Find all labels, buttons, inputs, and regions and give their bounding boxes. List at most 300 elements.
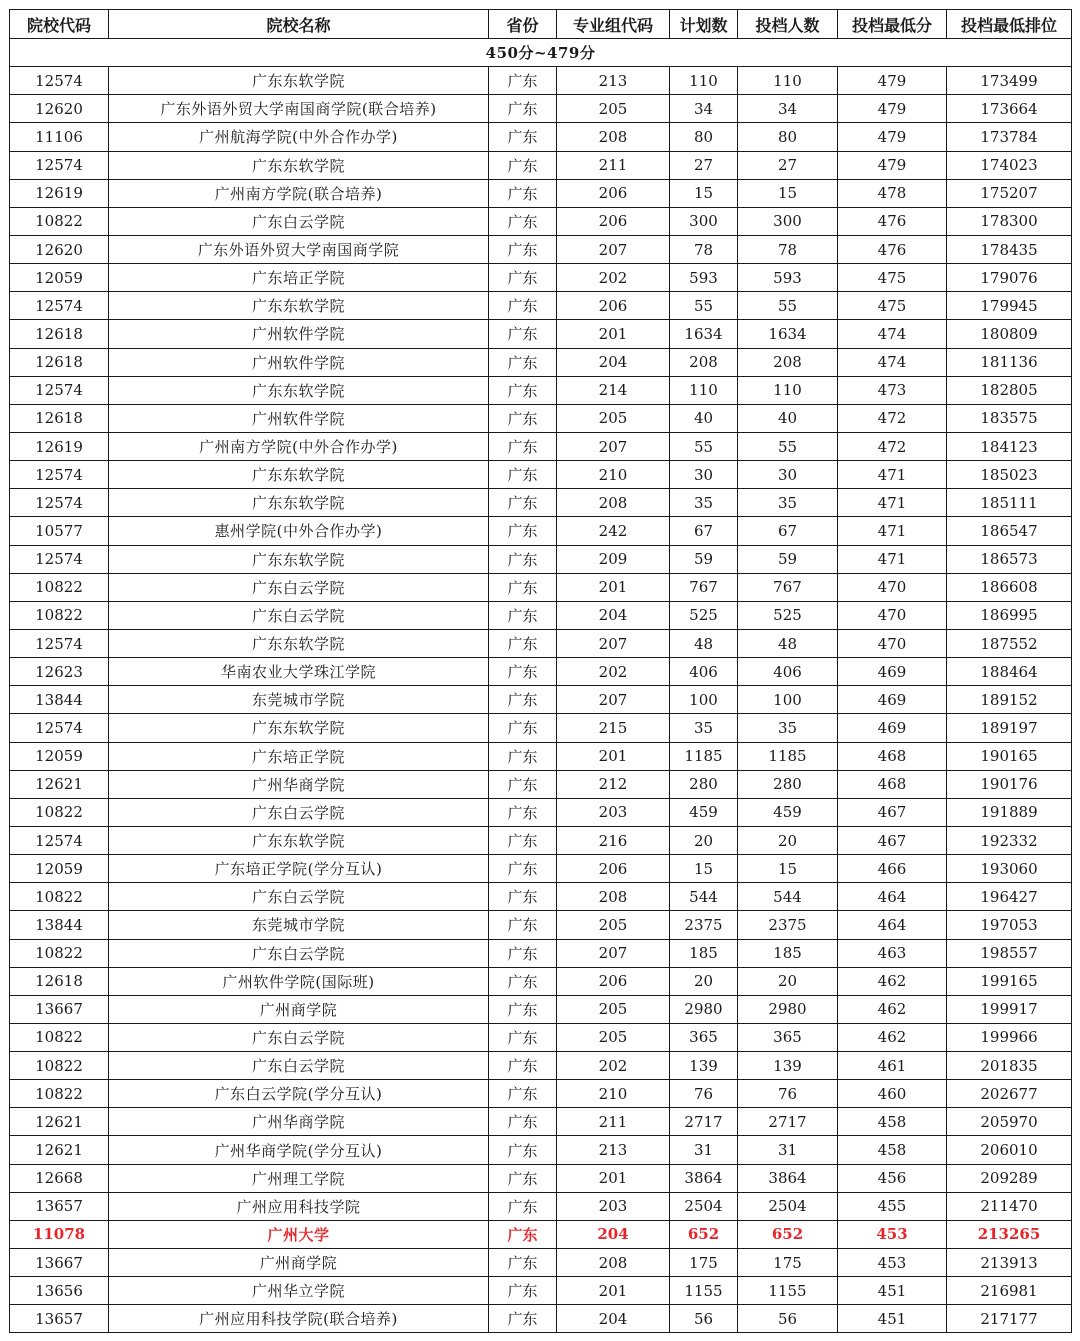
cell-min-score: 479 xyxy=(838,95,947,123)
cell-school-code: 12618 xyxy=(10,320,109,348)
cell-admitted-count: 280 xyxy=(738,770,838,798)
cell-plan-count: 110 xyxy=(670,67,738,95)
cell-school-code: 12621 xyxy=(10,1136,109,1164)
cell-province: 广东 xyxy=(489,151,557,179)
cell-school-code: 12618 xyxy=(10,348,109,376)
table-row xyxy=(10,967,1072,995)
cell-admitted-count: 2980 xyxy=(738,995,838,1023)
cell-plan-count: 76 xyxy=(670,1080,738,1108)
cell-group-code: 206 xyxy=(557,179,670,207)
table-row xyxy=(10,67,1072,95)
table-row xyxy=(10,95,1072,123)
cell-school-name: 广东东软学院 xyxy=(109,826,489,854)
cell-school-name: 惠州学院(中外合作办学) xyxy=(109,517,489,545)
header-school-code: 院校代码 xyxy=(10,10,109,39)
cell-school-name: 广东培正学院 xyxy=(109,264,489,292)
cell-group-code: 204 xyxy=(557,1220,670,1248)
cell-school-name: 广东白云学院 xyxy=(109,207,489,235)
cell-group-code: 207 xyxy=(557,432,670,460)
cell-min-rank: 173499 xyxy=(947,67,1072,95)
cell-admitted-count: 20 xyxy=(738,967,838,995)
cell-min-rank: 193060 xyxy=(947,855,1072,883)
cell-school-name: 广东外语外贸大学南国商学院(联合培养) xyxy=(109,95,489,123)
cell-admitted-count: 1185 xyxy=(738,742,838,770)
cell-min-rank: 216981 xyxy=(947,1277,1072,1305)
cell-min-score: 471 xyxy=(838,517,947,545)
cell-school-code: 10822 xyxy=(10,1080,109,1108)
cell-school-name: 东莞城市学院 xyxy=(109,911,489,939)
cell-group-code: 214 xyxy=(557,376,670,404)
cell-province: 广东 xyxy=(489,1220,557,1248)
cell-plan-count: 300 xyxy=(670,207,738,235)
cell-min-rank: 191889 xyxy=(947,798,1072,826)
cell-min-score: 469 xyxy=(838,714,947,742)
cell-province: 广东 xyxy=(489,179,557,207)
cell-province: 广东 xyxy=(489,742,557,770)
table-row xyxy=(10,292,1072,320)
cell-province: 广东 xyxy=(489,658,557,686)
cell-min-score: 468 xyxy=(838,770,947,798)
cell-min-rank: 192332 xyxy=(947,826,1072,854)
cell-school-code: 12574 xyxy=(10,826,109,854)
cell-group-code: 204 xyxy=(557,1305,670,1333)
table-row xyxy=(10,1052,1072,1080)
cell-plan-count: 67 xyxy=(670,517,738,545)
cell-min-score: 478 xyxy=(838,179,947,207)
cell-province: 广东 xyxy=(489,348,557,376)
cell-school-name: 广州大学 xyxy=(109,1220,489,1248)
cell-school-name: 广东东软学院 xyxy=(109,489,489,517)
cell-min-score: 475 xyxy=(838,292,947,320)
cell-min-score: 453 xyxy=(838,1220,947,1248)
cell-school-code: 13844 xyxy=(10,686,109,714)
cell-school-name: 广东白云学院 xyxy=(109,1052,489,1080)
cell-min-score: 451 xyxy=(838,1277,947,1305)
cell-province: 广东 xyxy=(489,235,557,263)
cell-school-name: 广州华商学院 xyxy=(109,770,489,798)
cell-min-score: 463 xyxy=(838,939,947,967)
cell-min-score: 476 xyxy=(838,235,947,263)
cell-plan-count: 2375 xyxy=(670,911,738,939)
table-row xyxy=(10,123,1072,151)
table-row xyxy=(10,461,1072,489)
cell-province: 广东 xyxy=(489,629,557,657)
cell-school-code: 13667 xyxy=(10,1249,109,1277)
cell-school-code: 13844 xyxy=(10,911,109,939)
cell-province: 广东 xyxy=(489,404,557,432)
cell-plan-count: 27 xyxy=(670,151,738,179)
table-row xyxy=(10,151,1072,179)
table-row xyxy=(10,432,1072,460)
cell-school-name: 广州软件学院 xyxy=(109,320,489,348)
cell-school-name: 广州南方学院(联合培养) xyxy=(109,179,489,207)
cell-school-name: 广州理工学院 xyxy=(109,1164,489,1192)
cell-school-code: 10822 xyxy=(10,798,109,826)
cell-school-name: 广州应用科技学院 xyxy=(109,1192,489,1220)
cell-min-score: 462 xyxy=(838,967,947,995)
cell-admitted-count: 185 xyxy=(738,939,838,967)
cell-admitted-count: 59 xyxy=(738,545,838,573)
cell-school-code: 12574 xyxy=(10,461,109,489)
cell-school-name: 广东白云学院 xyxy=(109,798,489,826)
cell-plan-count: 15 xyxy=(670,855,738,883)
cell-school-code: 12621 xyxy=(10,770,109,798)
cell-school-name: 广州软件学院 xyxy=(109,348,489,376)
cell-group-code: 205 xyxy=(557,404,670,432)
cell-school-name: 广东东软学院 xyxy=(109,292,489,320)
cell-school-name: 广州应用科技学院(联合培养) xyxy=(109,1305,489,1333)
cell-admitted-count: 1155 xyxy=(738,1277,838,1305)
cell-province: 广东 xyxy=(489,1080,557,1108)
cell-group-code: 208 xyxy=(557,1249,670,1277)
table-row xyxy=(10,1023,1072,1051)
cell-min-score: 466 xyxy=(838,855,947,883)
cell-province: 广东 xyxy=(489,1164,557,1192)
cell-province: 广东 xyxy=(489,883,557,911)
cell-admitted-count: 652 xyxy=(738,1220,838,1248)
cell-admitted-count: 27 xyxy=(738,151,838,179)
cell-province: 广东 xyxy=(489,67,557,95)
cell-plan-count: 2980 xyxy=(670,995,738,1023)
cell-min-score: 468 xyxy=(838,742,947,770)
cell-min-score: 472 xyxy=(838,432,947,460)
cell-school-code: 13657 xyxy=(10,1305,109,1333)
cell-min-score: 469 xyxy=(838,686,947,714)
cell-min-rank: 199917 xyxy=(947,995,1072,1023)
cell-admitted-count: 55 xyxy=(738,292,838,320)
cell-min-rank: 181136 xyxy=(947,348,1072,376)
cell-min-score: 471 xyxy=(838,461,947,489)
table-row xyxy=(10,714,1072,742)
cell-school-code: 11078 xyxy=(10,1220,109,1248)
cell-province: 广东 xyxy=(489,292,557,320)
table-row-highlighted xyxy=(10,1220,1072,1248)
cell-province: 广东 xyxy=(489,714,557,742)
cell-plan-count: 34 xyxy=(670,95,738,123)
table-row xyxy=(10,686,1072,714)
cell-min-score: 451 xyxy=(838,1305,947,1333)
cell-province: 广东 xyxy=(489,264,557,292)
table-row xyxy=(10,601,1072,629)
table-row xyxy=(10,264,1072,292)
cell-min-score: 470 xyxy=(838,601,947,629)
cell-plan-count: 20 xyxy=(670,826,738,854)
cell-plan-count: 30 xyxy=(670,461,738,489)
cell-group-code: 206 xyxy=(557,292,670,320)
cell-plan-count: 459 xyxy=(670,798,738,826)
table-row xyxy=(10,404,1072,432)
cell-group-code: 207 xyxy=(557,235,670,263)
cell-group-code: 208 xyxy=(557,123,670,151)
cell-group-code: 213 xyxy=(557,67,670,95)
cell-min-score: 462 xyxy=(838,995,947,1023)
cell-min-score: 476 xyxy=(838,207,947,235)
table-row xyxy=(10,1108,1072,1136)
cell-admitted-count: 300 xyxy=(738,207,838,235)
cell-admitted-count: 55 xyxy=(738,432,838,460)
cell-school-name: 广东白云学院(学分互认) xyxy=(109,1080,489,1108)
cell-school-code: 12059 xyxy=(10,264,109,292)
cell-group-code: 207 xyxy=(557,686,670,714)
cell-admitted-count: 78 xyxy=(738,235,838,263)
cell-plan-count: 80 xyxy=(670,123,738,151)
table-row xyxy=(10,545,1072,573)
cell-province: 广东 xyxy=(489,967,557,995)
cell-school-name: 广州软件学院 xyxy=(109,404,489,432)
cell-admitted-count: 139 xyxy=(738,1052,838,1080)
cell-school-name: 广东白云学院 xyxy=(109,601,489,629)
cell-min-rank: 187552 xyxy=(947,629,1072,657)
cell-school-code: 10822 xyxy=(10,1023,109,1051)
cell-plan-count: 365 xyxy=(670,1023,738,1051)
cell-min-rank: 175207 xyxy=(947,179,1072,207)
cell-province: 广东 xyxy=(489,855,557,883)
cell-plan-count: 544 xyxy=(670,883,738,911)
cell-school-name: 广东东软学院 xyxy=(109,629,489,657)
cell-school-code: 12574 xyxy=(10,376,109,404)
cell-plan-count: 1634 xyxy=(670,320,738,348)
cell-province: 广东 xyxy=(489,432,557,460)
table-row xyxy=(10,939,1072,967)
cell-plan-count: 55 xyxy=(670,432,738,460)
cell-min-score: 479 xyxy=(838,151,947,179)
cell-min-rank: 173784 xyxy=(947,123,1072,151)
cell-school-name: 广州南方学院(中外合作办学) xyxy=(109,432,489,460)
cell-group-code: 209 xyxy=(557,545,670,573)
cell-min-score: 456 xyxy=(838,1164,947,1192)
score-band-row xyxy=(10,39,1072,67)
cell-min-rank: 209289 xyxy=(947,1164,1072,1192)
cell-group-code: 216 xyxy=(557,826,670,854)
cell-min-score: 471 xyxy=(838,545,947,573)
cell-group-code: 203 xyxy=(557,1192,670,1220)
cell-school-name: 广州商学院 xyxy=(109,995,489,1023)
cell-school-code: 12574 xyxy=(10,545,109,573)
cell-min-score: 473 xyxy=(838,376,947,404)
cell-group-code: 210 xyxy=(557,1080,670,1108)
cell-admitted-count: 48 xyxy=(738,629,838,657)
cell-group-code: 206 xyxy=(557,967,670,995)
cell-min-rank: 182805 xyxy=(947,376,1072,404)
cell-school-name: 广州华商学院 xyxy=(109,1108,489,1136)
cell-province: 广东 xyxy=(489,461,557,489)
cell-admitted-count: 56 xyxy=(738,1305,838,1333)
cell-province: 广东 xyxy=(489,601,557,629)
cell-min-rank: 213913 xyxy=(947,1249,1072,1277)
table-row xyxy=(10,1192,1072,1220)
cell-plan-count: 56 xyxy=(670,1305,738,1333)
cell-school-code: 12619 xyxy=(10,432,109,460)
cell-min-score: 464 xyxy=(838,911,947,939)
cell-province: 广东 xyxy=(489,489,557,517)
cell-province: 广东 xyxy=(489,545,557,573)
cell-plan-count: 280 xyxy=(670,770,738,798)
cell-admitted-count: 31 xyxy=(738,1136,838,1164)
cell-plan-count: 110 xyxy=(670,376,738,404)
cell-admitted-count: 100 xyxy=(738,686,838,714)
cell-group-code: 201 xyxy=(557,742,670,770)
cell-group-code: 206 xyxy=(557,207,670,235)
cell-min-rank: 174023 xyxy=(947,151,1072,179)
cell-school-code: 10822 xyxy=(10,601,109,629)
cell-admitted-count: 67 xyxy=(738,517,838,545)
cell-school-name: 广州航海学院(中外合作办学) xyxy=(109,123,489,151)
cell-province: 广东 xyxy=(489,995,557,1023)
cell-min-score: 470 xyxy=(838,629,947,657)
cell-min-score: 453 xyxy=(838,1249,947,1277)
cell-province: 广东 xyxy=(489,1108,557,1136)
cell-group-code: 207 xyxy=(557,939,670,967)
cell-min-rank: 201835 xyxy=(947,1052,1072,1080)
cell-school-name: 广东白云学院 xyxy=(109,573,489,601)
header-min-score: 投档最低分 xyxy=(838,10,947,39)
cell-school-code: 12620 xyxy=(10,235,109,263)
table-header-row xyxy=(10,10,1072,39)
table-row xyxy=(10,1277,1072,1305)
cell-plan-count: 406 xyxy=(670,658,738,686)
cell-plan-count: 2717 xyxy=(670,1108,738,1136)
cell-min-rank: 179945 xyxy=(947,292,1072,320)
cell-group-code: 213 xyxy=(557,1136,670,1164)
cell-admitted-count: 593 xyxy=(738,264,838,292)
cell-province: 广东 xyxy=(489,207,557,235)
table-row xyxy=(10,995,1072,1023)
cell-school-code: 10822 xyxy=(10,573,109,601)
cell-admitted-count: 208 xyxy=(738,348,838,376)
cell-school-name: 广东外语外贸大学南国商学院 xyxy=(109,235,489,263)
table-row xyxy=(10,320,1072,348)
cell-min-score: 458 xyxy=(838,1136,947,1164)
cell-school-code: 13656 xyxy=(10,1277,109,1305)
cell-plan-count: 175 xyxy=(670,1249,738,1277)
cell-school-name: 广东培正学院 xyxy=(109,742,489,770)
cell-school-code: 12618 xyxy=(10,404,109,432)
cell-min-rank: 178435 xyxy=(947,235,1072,263)
cell-group-code: 205 xyxy=(557,95,670,123)
cell-school-name: 东莞城市学院 xyxy=(109,686,489,714)
cell-plan-count: 208 xyxy=(670,348,738,376)
cell-min-rank: 179076 xyxy=(947,264,1072,292)
cell-school-code: 12574 xyxy=(10,151,109,179)
cell-admitted-count: 365 xyxy=(738,1023,838,1051)
cell-group-code: 202 xyxy=(557,658,670,686)
cell-group-code: 204 xyxy=(557,348,670,376)
cell-admitted-count: 30 xyxy=(738,461,838,489)
table-row xyxy=(10,911,1072,939)
cell-school-code: 12623 xyxy=(10,658,109,686)
cell-province: 广东 xyxy=(489,1023,557,1051)
cell-province: 广东 xyxy=(489,517,557,545)
cell-min-score: 462 xyxy=(838,1023,947,1051)
cell-min-rank: 189152 xyxy=(947,686,1072,714)
cell-min-rank: 183575 xyxy=(947,404,1072,432)
header-group-code: 专业组代码 xyxy=(557,10,670,39)
cell-group-code: 210 xyxy=(557,461,670,489)
cell-school-name: 华南农业大学珠江学院 xyxy=(109,658,489,686)
cell-min-rank: 213265 xyxy=(947,1220,1072,1248)
cell-plan-count: 3864 xyxy=(670,1164,738,1192)
cell-min-score: 461 xyxy=(838,1052,947,1080)
cell-group-code: 208 xyxy=(557,883,670,911)
header-min-rank: 投档最低排位 xyxy=(947,10,1072,39)
table-row xyxy=(10,883,1072,911)
cell-plan-count: 59 xyxy=(670,545,738,573)
cell-province: 广东 xyxy=(489,1249,557,1277)
cell-school-code: 12574 xyxy=(10,489,109,517)
table-row xyxy=(10,376,1072,404)
cell-plan-count: 525 xyxy=(670,601,738,629)
table-row xyxy=(10,742,1072,770)
cell-plan-count: 652 xyxy=(670,1220,738,1248)
cell-group-code: 202 xyxy=(557,264,670,292)
cell-group-code: 242 xyxy=(557,517,670,545)
cell-plan-count: 35 xyxy=(670,489,738,517)
cell-province: 广东 xyxy=(489,95,557,123)
table-row xyxy=(10,770,1072,798)
cell-province: 广东 xyxy=(489,798,557,826)
table-row xyxy=(10,798,1072,826)
cell-min-score: 469 xyxy=(838,658,947,686)
cell-province: 广东 xyxy=(489,376,557,404)
cell-school-name: 广东东软学院 xyxy=(109,376,489,404)
cell-school-name: 广东东软学院 xyxy=(109,461,489,489)
cell-plan-count: 40 xyxy=(670,404,738,432)
cell-school-code: 12620 xyxy=(10,95,109,123)
cell-school-name: 广州华商学院(学分互认) xyxy=(109,1136,489,1164)
cell-admitted-count: 406 xyxy=(738,658,838,686)
cell-plan-count: 15 xyxy=(670,179,738,207)
cell-admitted-count: 3864 xyxy=(738,1164,838,1192)
cell-min-score: 474 xyxy=(838,320,947,348)
cell-group-code: 201 xyxy=(557,1277,670,1305)
cell-min-rank: 206010 xyxy=(947,1136,1072,1164)
cell-min-rank: 211470 xyxy=(947,1192,1072,1220)
cell-min-score: 460 xyxy=(838,1080,947,1108)
cell-province: 广东 xyxy=(489,686,557,714)
cell-admitted-count: 2375 xyxy=(738,911,838,939)
cell-min-rank: 186547 xyxy=(947,517,1072,545)
cell-school-name: 广东东软学院 xyxy=(109,714,489,742)
cell-admitted-count: 35 xyxy=(738,489,838,517)
cell-plan-count: 31 xyxy=(670,1136,738,1164)
cell-group-code: 206 xyxy=(557,855,670,883)
cell-school-code: 10822 xyxy=(10,939,109,967)
cell-plan-count: 35 xyxy=(670,714,738,742)
cell-min-rank: 189197 xyxy=(947,714,1072,742)
cell-min-score: 471 xyxy=(838,489,947,517)
cell-group-code: 204 xyxy=(557,601,670,629)
cell-province: 广东 xyxy=(489,1305,557,1333)
cell-min-score: 474 xyxy=(838,348,947,376)
cell-school-code: 12574 xyxy=(10,67,109,95)
cell-plan-count: 20 xyxy=(670,967,738,995)
cell-province: 广东 xyxy=(489,1136,557,1164)
cell-min-rank: 180809 xyxy=(947,320,1072,348)
table-row xyxy=(10,658,1072,686)
table-row xyxy=(10,826,1072,854)
cell-admitted-count: 40 xyxy=(738,404,838,432)
cell-province: 广东 xyxy=(489,1277,557,1305)
table-row xyxy=(10,517,1072,545)
cell-school-name: 广东东软学院 xyxy=(109,151,489,179)
cell-school-code: 10577 xyxy=(10,517,109,545)
cell-min-score: 458 xyxy=(838,1108,947,1136)
cell-province: 广东 xyxy=(489,573,557,601)
cell-group-code: 201 xyxy=(557,573,670,601)
cell-plan-count: 139 xyxy=(670,1052,738,1080)
cell-plan-count: 55 xyxy=(670,292,738,320)
table-row xyxy=(10,1249,1072,1277)
